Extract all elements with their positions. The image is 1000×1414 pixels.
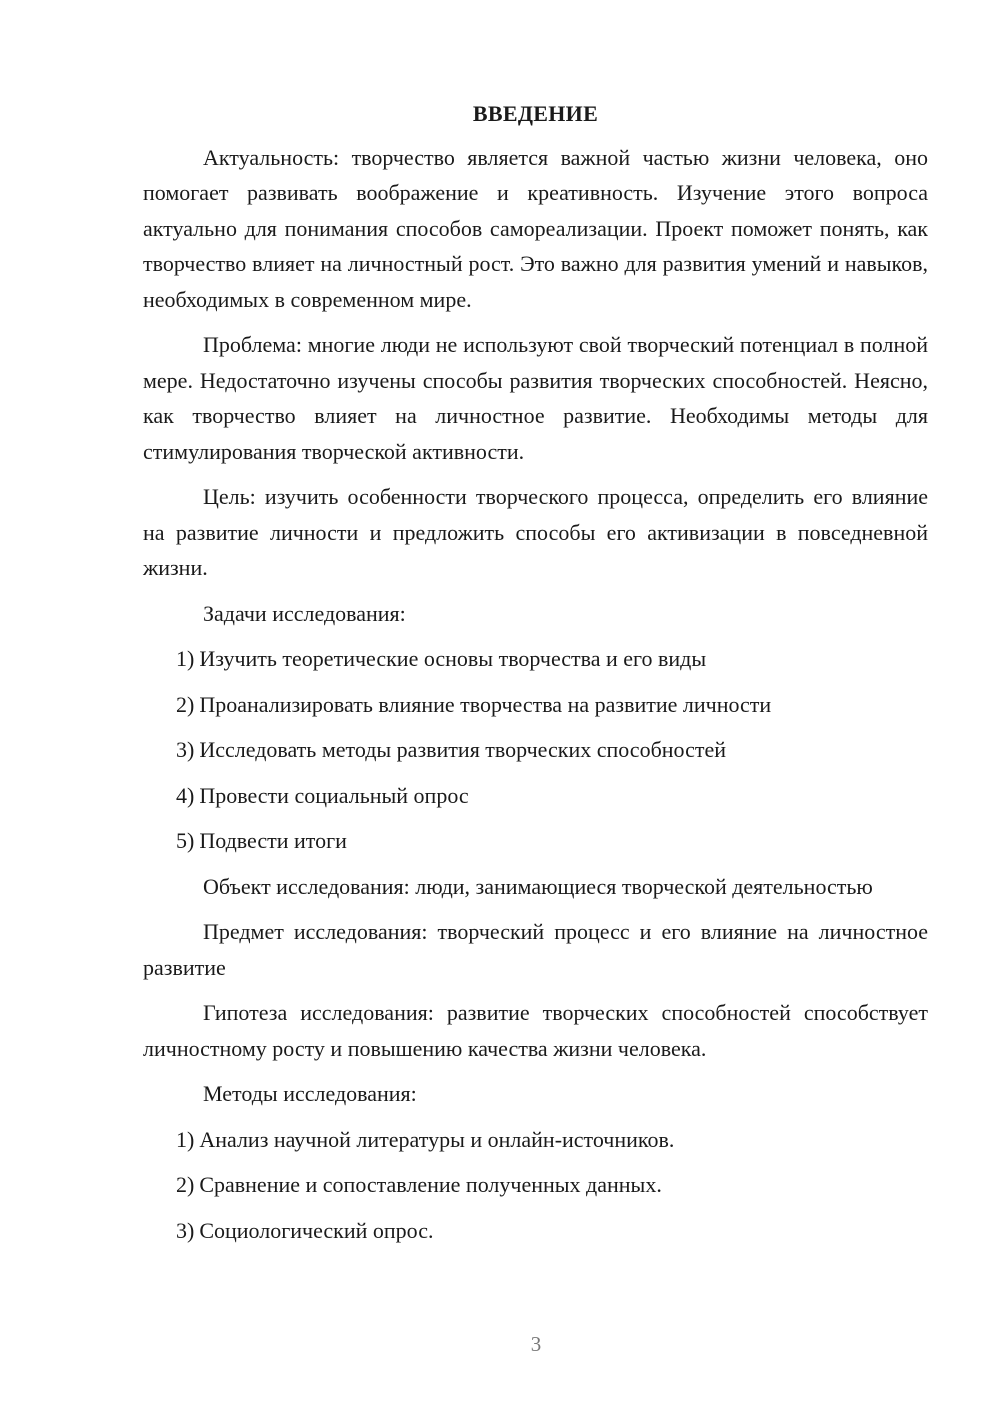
subject-paragraph: Предмет исследования: творческий процесс и его влияние на личностное развитие [143,919,928,980]
list-item-number: 4) [176,782,195,808]
list-item [176,732,928,768]
problem-paragraph: Проблема: многие люди не используют свой творческий потенциал в полной мере. Недостаточно изучены способы развития творческих способностей. Неясно, как творчество влияет на личностное развитие. Необходимы методы для стимулирования творческой активности. [143,332,928,464]
list-item-number: 3) [176,737,195,762]
methods-heading: Методы исследования: [203,1081,417,1106]
list-item-number: 1) [176,646,195,671]
list-item-text: Провести социальный опрос [199,782,469,808]
list-item [176,1122,928,1158]
list-item [176,687,928,723]
list-item-text: Подвести итоги [199,828,347,853]
tasks-heading: Задачи исследования: [203,600,406,626]
page-number: 3 [530,1332,542,1356]
list-item-number: 1) [176,1126,195,1152]
page-title: ВВЕДЕНИЕ [472,101,599,126]
list-item-number: 3) [176,1217,195,1243]
list-item-text: Проанализировать влияние творчества на развитие личности [199,691,772,717]
list-item-text: Анализ научной литературы и онлайн-источников. [199,1126,675,1152]
methods-list [143,1122,928,1249]
list-item [176,1213,928,1249]
list-item-text: Исследовать методы развития творческих способностей [199,737,726,762]
list-item-number: 5) [176,828,195,853]
list-item-text: Сравнение и сопоставление полученных данных. [199,1172,662,1197]
relevance-paragraph: Актуальность: творчество является важной частью жизни человека, оно помогает развивать воображение и креативность. Изучение этого вопроса актуально для понимания способов самореализации. Проект поможет понять, как творчество влияет на личностный рост. Это важно для развития умений и навыков, необходимых в современном мире. [143,144,928,312]
list-item-number: 2) [176,691,195,717]
list-item [176,641,928,677]
list-item-text: Социологический опрос. [199,1217,434,1243]
list-item-text: Изучить теоретические основы творчества и его виды [199,646,707,671]
list-item [176,823,928,859]
tasks-list [143,641,928,859]
goal-paragraph: Цель: изучить особенности творческого процесса, определить его влияние на развитие личности и предложить способы его активизации в повседневной жизни. [143,484,928,580]
list-item [176,778,928,814]
hypothesis-paragraph: Гипотеза исследования: развитие творческих способностей способствует личностному росту и повышению качества жизни человека. [143,1000,928,1061]
list-item-number: 2) [176,1172,195,1197]
document-page [143,96,928,1258]
object-paragraph: Объект исследования: люди, занимающиеся творческой деятельностью [203,873,873,899]
list-item [176,1167,928,1203]
